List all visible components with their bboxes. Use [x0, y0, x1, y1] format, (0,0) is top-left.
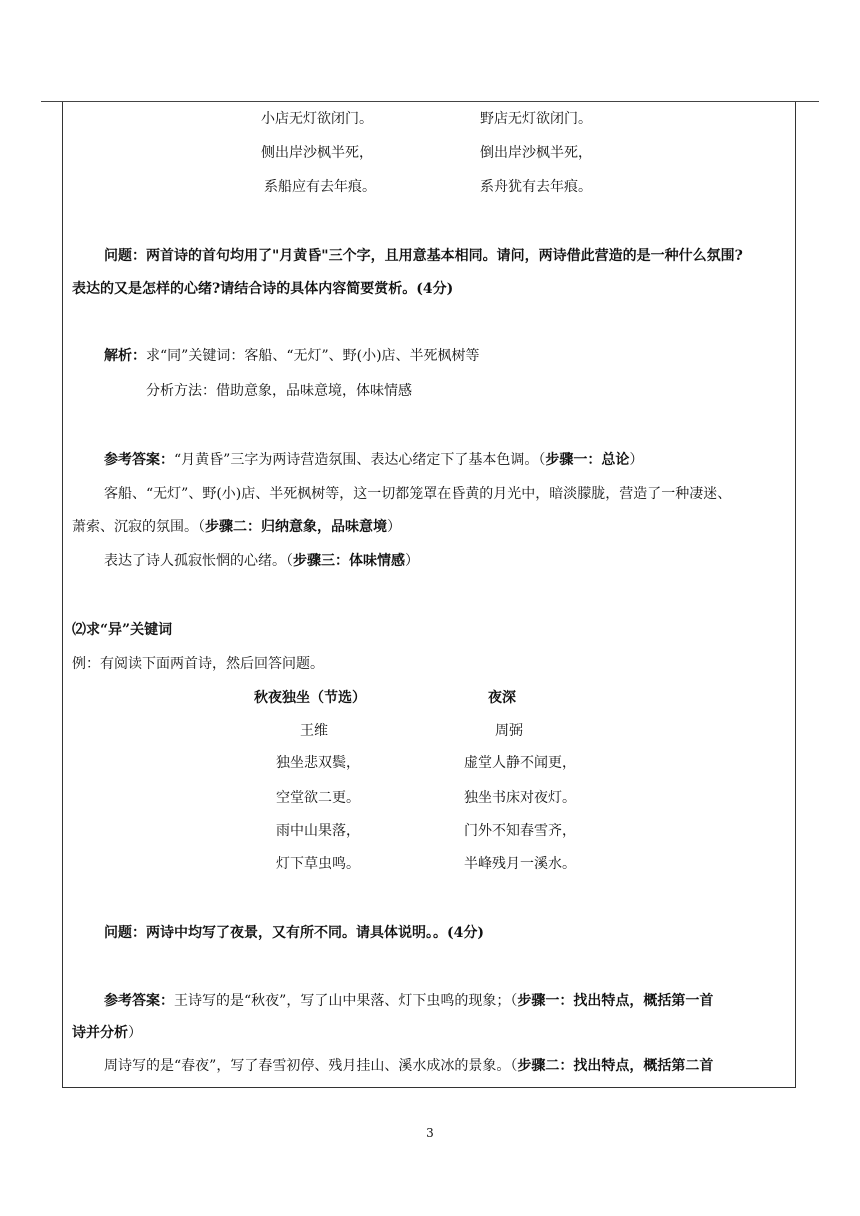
answer-2-para-1-line-1 [104, 991, 713, 1011]
answer-2-step-2: 步骤二：找出特点，概括第二首 [517, 1058, 714, 1074]
analysis-text-1: 求“同”关键词：客船、“无灯”、野(小)店、半死枫树等 [146, 348, 480, 364]
answer-1-text: “月黄昏”三字为两诗营造氛围、表达心绪定下了基本色调。（ [174, 452, 546, 468]
answer-2-step-1a: 步骤一：找出特点，概括第一首 [517, 993, 714, 1009]
question-1-line-1: 问题：两首诗的首句均用了"月黄昏"三个字，且用意基本相同。请问，两诗借此营造的是一种什么氛围? [104, 248, 743, 264]
answer-1-para-2-line-1: 客船、“无灯”、野(小)店、半死枫树等，这一切都笼罩在昏黄的月光中，暗淡朦胧，营造了一种凄迷、 [104, 486, 732, 502]
answer-1-close-1: ） [629, 452, 644, 468]
answer-1-para-2-text: 萧索、沉寂的氛围。（ [72, 519, 205, 535]
answer-2-label: 参考答案： [104, 993, 174, 1009]
question-2: 问题：两诗中均写了夜景，又有所不同。请具体说明。。(4分) [104, 925, 484, 941]
poem-right-line-1: 野店无灯欲闭门。 [480, 111, 592, 127]
poem-2-left-line-1: 独坐悲双鬓， [276, 755, 360, 771]
poem-2-right-line-4: 半峰残月一溪水。 [464, 856, 576, 872]
answer-1-para-1 [104, 450, 643, 470]
page-number: 3 [426, 1126, 434, 1140]
answer-1-step-2: 步骤二：归纳意象，品味意境 [205, 519, 387, 535]
answer-1-step-1: 步骤一：总论 [545, 452, 630, 468]
answer-1-label: 参考答案： [104, 452, 174, 468]
poem-right-line-3: 系舟犹有去年痕。 [480, 179, 592, 195]
poem-2-left-line-2: 空堂欲二更。 [276, 790, 360, 806]
answer-2-para-1-line-2 [72, 1023, 142, 1043]
answer-1-step-3: 步骤三：体味情感 [293, 553, 405, 569]
answer-1-para-2-line-2 [72, 517, 401, 537]
analysis-label: 解析： [104, 348, 146, 364]
analysis-line-2: 分析方法：借助意象，品味意境，体味情感 [146, 383, 412, 399]
answer-2-text-1: 王诗写的是“秋夜”，写了山中果落、灯下虫鸣的现象；（ [174, 993, 518, 1009]
poem-2-right-line-1: 虚堂人静不闻更， [464, 755, 576, 771]
poem-left-line-2: 侧出岸沙枫半死， [261, 145, 373, 161]
poem-2-right-title: 夜深 [488, 690, 516, 706]
answer-1-para-3 [104, 551, 419, 571]
poem-right-line-2: 倒出岸沙枫半死， [480, 145, 592, 161]
answer-2-text-2: 周诗写的是“春夜”，写了春雪初停、残月挂山、溪水成冰的景象。（ [104, 1058, 518, 1074]
answer-2-close-1: ） [128, 1025, 142, 1041]
question-1-line-2: 表达的又是怎样的心绪?请结合诗的具体内容简要赏析。(4分) [72, 281, 454, 297]
poem-left-line-3: 系船应有去年痕。 [264, 179, 376, 195]
poem-2-left-title: 秋夜独坐（节选） [254, 690, 366, 706]
answer-1-close-3: ） [405, 553, 419, 569]
poem-2-right-line-2: 独坐书床对夜灯。 [464, 790, 576, 806]
analysis-line-1 [104, 346, 480, 366]
answer-1-close-2: ） [387, 519, 401, 535]
poem-2-left-line-4: 灯下草虫鸣。 [276, 856, 360, 872]
answer-1-para-3-text: 表达了诗人孤寂怅惘的心绪。（ [104, 553, 293, 569]
answer-2-step-1b: 诗并分析 [72, 1025, 128, 1041]
poem-2-left-author: 王维 [300, 723, 328, 739]
poem-2-right-line-3: 门外不知春雪齐， [464, 823, 576, 839]
section-2-example: 例：有阅读下面两首诗，然后回答问题。 [72, 656, 324, 672]
poem-2-right-author: 周弼 [495, 723, 523, 739]
poem-left-line-1: 小店无灯欲闭门。 [261, 111, 373, 127]
poem-2-left-line-3: 雨中山果落， [276, 823, 360, 839]
answer-2-para-2 [104, 1056, 713, 1076]
section-2-heading: ⑵求“异”关键词 [72, 622, 173, 638]
